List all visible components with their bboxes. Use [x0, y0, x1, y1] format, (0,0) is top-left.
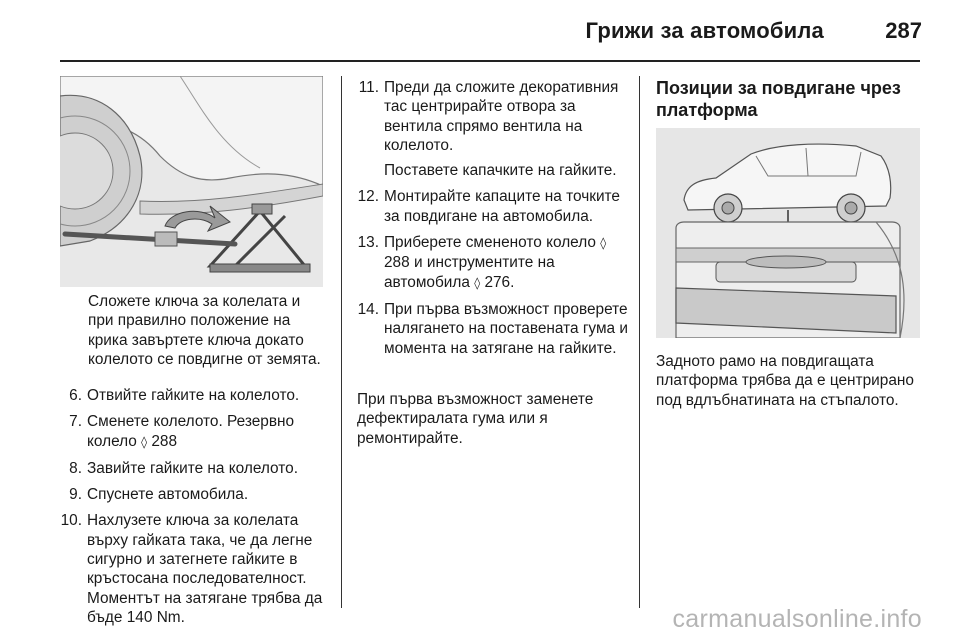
reference-symbol-icon: ◊ [474, 275, 481, 290]
list-item: 8. Завийте гайките на колелото. [69, 459, 298, 477]
list-item: 9. Спуснете автомобила. [69, 486, 249, 504]
column-divider [341, 76, 342, 608]
body-paragraph: При първа възможност заменете дефектиралата гума или я ремонтирайте. [357, 391, 594, 447]
page-title: Грижи за автомобила [585, 18, 824, 43]
reference-symbol-icon: ◊ [600, 236, 607, 251]
list-item: 13. Приберете смененото колело ◊ 288 и инструментите на автомобила ◊ 276. [357, 234, 607, 291]
page-header [0, 0, 960, 60]
list-item: 6. Отвийте гайките на колелото. [69, 387, 300, 404]
header-divider [60, 60, 920, 62]
list-item: 10. Нахлузете ключа за колелата върху гайката така, че да легне сигурно и затегнете гайките в кръстосана последователност. Моментът на затягане трябва да бъде 140 Nm. [60, 512, 323, 626]
instruction-list [357, 78, 629, 365]
list-item: 12. Монтирайте капаците на точките за повдигане на автомобила. [357, 188, 620, 225]
reference-symbol-icon: ◊ [141, 434, 148, 449]
column-divider [639, 76, 640, 608]
page-reference-link[interactable]: 288 [151, 432, 178, 450]
page-reference-link[interactable]: 288 [384, 254, 410, 272]
watermark: carmanualsonline.info [672, 605, 922, 633]
section-heading: Позиции за повдигане чрез платформа [656, 78, 901, 120]
figure-caption: Сложете ключа за колелата и при правилно положение на крика завъртете ключа докато колелото се повдигне от земята. [88, 293, 321, 368]
lift-platform-illustration-icon [656, 128, 920, 338]
page-reference-link[interactable]: 276. [484, 273, 515, 291]
figure-caption: Задното рамо на повдигащата платформа трябва да е центрирано под вдлъбнатината на стъпалото. [656, 353, 914, 409]
list-item: 7. Сменете колелото. Резервно колело ◊ 288 [69, 413, 295, 450]
page-number: 287 [885, 18, 922, 43]
list-item: 14. При първа възможност проверете налягането на поставената гума и момента на затягане на гайките. [357, 300, 628, 357]
list-item: 11. Преди да сложите декоративния тас центрирайте отвора за вентила спрямо вентила на колелото. Поставете капачките на гайките. [358, 79, 619, 180]
scissor-jack-illustration-icon [60, 76, 323, 287]
instruction-list [60, 386, 332, 634]
